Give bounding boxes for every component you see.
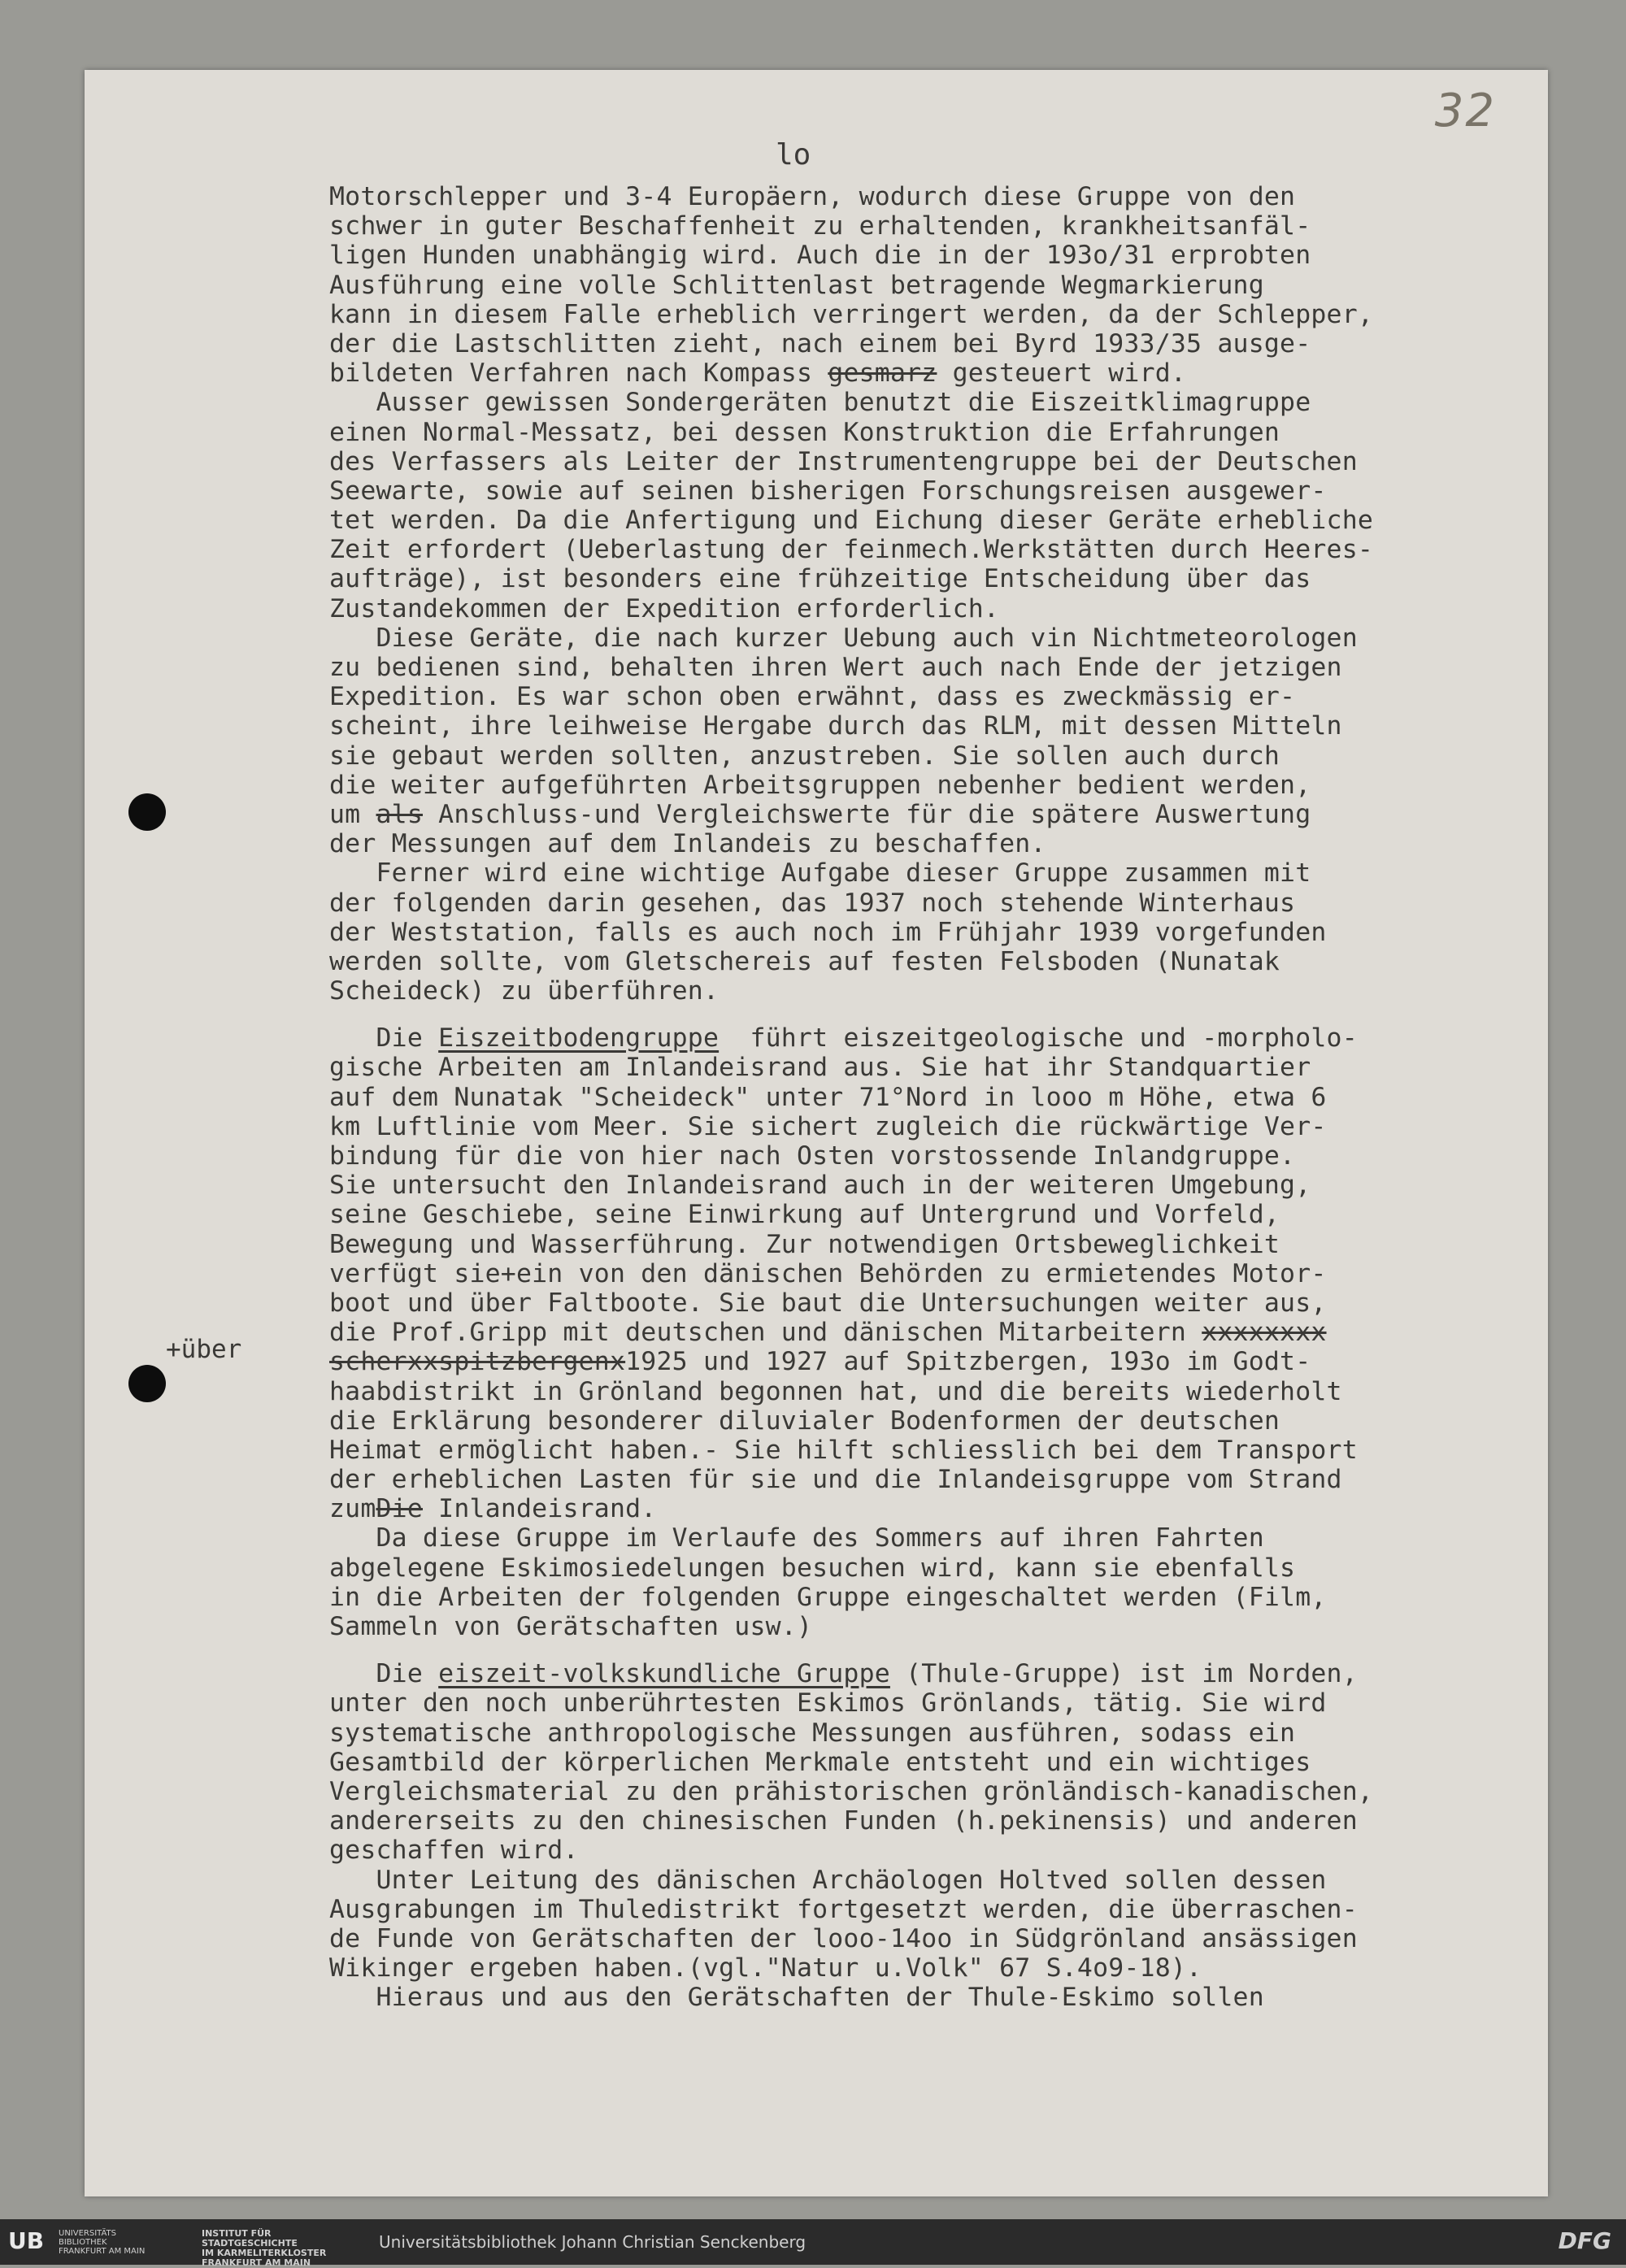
text-line — [329, 1494, 1516, 1523]
text-line — [329, 506, 1516, 535]
text-line — [329, 800, 1516, 829]
text-segment: haabdistrikt in Grönland begonnen hat, und die bereits wiederholt — [329, 1376, 1342, 1406]
text-line — [329, 653, 1516, 682]
text-segment: Die — [329, 1023, 439, 1054]
underlined-heading: Eiszeitbodengruppe — [438, 1023, 720, 1054]
text-line — [329, 1023, 1516, 1053]
text-line — [329, 1406, 1516, 1436]
text-line — [329, 1171, 1516, 1200]
text-line — [329, 1083, 1516, 1112]
text-line — [329, 1112, 1516, 1141]
text-line — [329, 1288, 1516, 1318]
text-line — [329, 1318, 1516, 1347]
text-segment: aufträge), ist besonders eine frühzeitige Entscheidung über das — [329, 564, 1311, 594]
text-line — [329, 1748, 1516, 1777]
text-line — [329, 1983, 1516, 2012]
text-segment: Seewarte, sowie auf seinen bisherigen Forschungsreisen ausgewer- — [329, 476, 1327, 506]
text-line — [329, 682, 1516, 711]
text-line — [329, 358, 1516, 388]
text-line — [329, 1465, 1516, 1494]
text-segment: Ausführung eine volle Schlittenlast betragende Wegmarkierung — [329, 270, 1264, 300]
text-line — [329, 1230, 1516, 1259]
text-segment: de Funde von Gerätschaften der looo-14oo in Südgrönland ansässigen — [329, 1923, 1358, 1953]
text-segment: verfügt sie+ein von den dänischen Behörden zu ermietendes Motor- — [329, 1258, 1327, 1288]
text-line — [329, 300, 1516, 329]
page-number: lo — [776, 138, 811, 172]
text-line — [329, 1141, 1516, 1171]
text-segment: der Messungen auf dem Inlandeis zu beschaffen. — [329, 829, 1046, 859]
struck-text: scherxxspitzbergenx — [329, 1347, 626, 1377]
text-segment: Die — [329, 1659, 439, 1689]
text-segment: Bewegung und Wasserführung. Zur notwendigen Ortsbeweglichkeit — [329, 1229, 1280, 1259]
text-line — [329, 623, 1516, 653]
text-segment: gesteuert wird. — [937, 358, 1187, 389]
text-segment: Gesamtbild der körperlichen Merkmale entsteht und ein wichtiges — [329, 1747, 1311, 1777]
text-segment: schwer in guter Beschaffenheit zu erhaltenden, krankheitsanfäl- — [329, 211, 1311, 241]
text-segment: geschaffen wird. — [329, 1836, 579, 1866]
paragraph-gap — [329, 1641, 1516, 1659]
text-segment: 1925 und 1927 auf Spitzbergen, 193o im Godt- — [625, 1347, 1311, 1377]
text-segment: einen Normal-Messatz, bei dessen Konstruktion die Erfahrungen — [329, 417, 1280, 447]
text-segment: führt eiszeitgeologische und -morpholo- — [719, 1023, 1358, 1054]
text-segment: werden sollte, vom Gletschereis auf festen Felsboden (Nunatak — [329, 946, 1280, 976]
text-line — [329, 771, 1516, 800]
text-segment: Scheideck) zu überführen. — [329, 976, 720, 1006]
text-segment: der Weststation, falls es auch noch im Frühjahr 1939 vorgefunden — [329, 917, 1327, 947]
text-segment: Hieraus und aus den Gerätschaften der Thule-Eskimo sollen — [329, 1983, 1264, 2013]
text-segment: Anschluss-und Vergleichswerte für die spätere Auswertung — [423, 799, 1311, 829]
struck-text: als — [376, 799, 423, 829]
text-segment: Expedition. Es war schon oben erwähnt, dass es zweckmässig er- — [329, 682, 1296, 712]
text-line — [329, 241, 1516, 270]
text-line — [329, 1953, 1516, 1983]
text-segment: die weiter aufgeführten Arbeitsgruppen nebenher bedient werden, — [329, 770, 1311, 800]
text-segment: der folgenden darin gesehen, das 1937 noch stehende Winterhaus — [329, 888, 1296, 918]
text-segment: zu bedienen sind, behalten ihren Wert auch nach Ende der jetzigen — [329, 653, 1342, 682]
text-segment: Sie untersucht den Inlandeisrand auch in der weiteren Umgebung, — [329, 1171, 1311, 1201]
text-line — [329, 1895, 1516, 1924]
text-segment: Ferner wird eine wichtige Aufgabe dieser Gruppe zusammen mit — [329, 858, 1311, 889]
text-segment: unter den noch unberührtesten Eskimos Grönlands, tätig. Sie wird — [329, 1688, 1327, 1718]
text-segment: bildeten Verfahren nach Kompass — [329, 358, 828, 389]
text-line — [329, 1259, 1516, 1288]
text-line — [329, 1583, 1516, 1612]
ub-logo-caption: UNIVERSITÄTS BIBLIOTHEK FRANKFURT AM MAIN — [59, 2229, 146, 2256]
text-line — [329, 1523, 1516, 1553]
text-segment: Da diese Gruppe im Verlaufe des Sommers auf ihren Fahrten — [329, 1523, 1264, 1553]
typewritten-body — [329, 182, 1516, 2012]
margin-note: +über — [166, 1335, 242, 1364]
text-segment: systematische anthropologische Messungen ausführen, sodass ein — [329, 1718, 1296, 1748]
punch-hole-lower — [128, 1365, 166, 1402]
text-line — [329, 829, 1516, 858]
dfg-logo: DFG — [1558, 2227, 1611, 2254]
text-segment: der erheblichen Lasten für sie und die Inlandeisgruppe vom Strand — [329, 1465, 1342, 1495]
text-segment: andererseits zu den chinesischen Funden (h.pekinensis) und anderen — [329, 1806, 1358, 1836]
text-segment: boot und über Faltboote. Sie baut die Untersuchungen weiter aus, — [329, 1288, 1327, 1318]
text-line — [329, 918, 1516, 947]
text-segment: tet werden. Da die Anfertigung und Eichung dieser Geräte erhebliche — [329, 506, 1374, 536]
text-line — [329, 1836, 1516, 1865]
paragraph-gap — [329, 1006, 1516, 1023]
text-line — [329, 447, 1516, 476]
text-line — [329, 564, 1516, 593]
text-line — [329, 594, 1516, 623]
text-line — [329, 535, 1516, 564]
struck-text: Die — [376, 1494, 423, 1524]
text-line — [329, 1718, 1516, 1748]
folio-number: 32 — [1434, 85, 1496, 137]
text-line — [329, 741, 1516, 771]
punch-hole-upper — [128, 793, 166, 831]
underlined-heading: eiszeit-volkskundliche Gruppe — [438, 1659, 890, 1689]
text-segment: Zeit erfordert (Ueberlastung der feinmech.Werkstätten durch Heeres- — [329, 535, 1374, 565]
text-line — [329, 889, 1516, 918]
text-segment: scheint, ihre leihweise Hergabe durch das RLM, mit dessen Mitteln — [329, 711, 1342, 741]
text-segment: in die Arbeiten der folgenden Gruppe eingeschaltet werden (Film, — [329, 1582, 1327, 1612]
text-line — [329, 476, 1516, 506]
text-segment: die Prof.Gripp mit deutschen und dänischen Mitarbeitern — [329, 1318, 1202, 1348]
struck-text: xxxxxxxx — [1202, 1318, 1327, 1348]
text-line — [329, 858, 1516, 888]
text-line — [329, 211, 1516, 241]
text-line — [329, 1377, 1516, 1406]
text-line — [329, 271, 1516, 300]
text-line — [329, 329, 1516, 358]
text-segment: kann in diesem Falle erheblich verringert werden, da der Schlepper, — [329, 299, 1374, 329]
library-name: Universitätsbibliothek Johann Christian Senckenberg — [379, 2232, 806, 2252]
text-line — [329, 182, 1516, 211]
text-segment: Ausser gewissen Sondergeräten benutzt die Eiszeitklimagruppe — [329, 388, 1311, 418]
text-segment: Unter Leitung des dänischen Archäologen Holtved sollen dessen — [329, 1865, 1327, 1895]
isg-logo-caption: INSTITUT FÜR STADTGESCHICHTE IM KARMELITERKLOSTER FRANKFURT AM MAIN — [202, 2228, 327, 2268]
text-segment: km Luftlinie vom Meer. Sie sichert zugleich die rückwärtige Ver- — [329, 1111, 1327, 1141]
text-segment: bindung für die von hier nach Osten vorstossende Inlandgruppe. — [329, 1141, 1296, 1171]
text-line — [329, 711, 1516, 741]
text-segment: die Erklärung besonderer diluvialer Bodenformen der deutschen — [329, 1406, 1280, 1436]
text-segment: Zustandekommen der Expedition erforderlich. — [329, 593, 1000, 623]
text-line — [329, 1053, 1516, 1082]
text-line — [329, 388, 1516, 417]
text-segment: ligen Hunden unabhängig wird. Auch die in der 193o/31 erprobten — [329, 241, 1311, 271]
text-line — [329, 976, 1516, 1006]
text-line — [329, 1436, 1516, 1465]
text-line — [329, 1866, 1516, 1895]
text-segment: Inlandeisrand. — [423, 1494, 657, 1524]
text-segment: Diese Geräte, die nach kurzer Uebung auch vin Nichtmeteorologen — [329, 623, 1358, 653]
text-line — [329, 1924, 1516, 1953]
text-segment: Heimat ermöglicht haben.- Sie hilft schliesslich bei dem Transport — [329, 1435, 1358, 1465]
text-segment: auf dem Nunatak "Scheideck" unter 71°Nord in looo m Höhe, etwa 6 — [329, 1082, 1327, 1112]
text-segment: sie gebaut werden sollten, anzustreben. Sie sollen auch durch — [329, 741, 1280, 771]
text-segment: des Verfassers als Leiter der Instrumentengruppe bei der Deutschen — [329, 446, 1358, 476]
text-segment: Ausgrabungen im Thuledistrikt fortgesetzt werden, die überraschen- — [329, 1894, 1358, 1924]
text-segment: um — [329, 799, 376, 829]
text-segment: Sammeln von Gerätschaften usw.) — [329, 1612, 813, 1641]
text-segment: seine Geschiebe, seine Einwirkung auf Untergrund und Vorfeld, — [329, 1200, 1280, 1230]
text-line — [329, 1659, 1516, 1688]
text-segment: der die Lastschlitten zieht, nach einem bei Byrd 1933/35 ausge- — [329, 328, 1311, 358]
text-segment: Wikinger ergeben haben.(vgl."Natur u.Volk" 67 S.4o9-18). — [329, 1953, 1202, 1983]
text-segment: Vergleichsmaterial zu den prähistorischen grönländisch-kanadischen, — [329, 1776, 1374, 1806]
struck-text: gesmarz — [828, 358, 937, 389]
text-segment: abgelegene Eskimosiedelungen besuchen wird, kann sie ebenfalls — [329, 1553, 1296, 1583]
document-page — [85, 70, 1548, 2196]
text-line — [329, 1347, 1516, 1376]
text-line — [329, 1612, 1516, 1641]
text-line — [329, 1200, 1516, 1229]
text-line — [329, 947, 1516, 976]
text-segment: Motorschlepper und 3-4 Europäern, wodurch diese Gruppe von den — [329, 182, 1296, 211]
text-line — [329, 1806, 1516, 1836]
text-segment: gische Arbeiten am Inlandeisrand aus. Sie hat ihr Standquartier — [329, 1053, 1311, 1083]
ub-logo: UB — [8, 2227, 45, 2254]
text-segment: zum — [329, 1494, 376, 1524]
footer-bar — [0, 2219, 1626, 2268]
text-line — [329, 1688, 1516, 1718]
text-segment: (Thule-Gruppe) ist im Norden, — [889, 1659, 1358, 1689]
text-line — [329, 418, 1516, 447]
text-line — [329, 1777, 1516, 1806]
text-line — [329, 1553, 1516, 1583]
